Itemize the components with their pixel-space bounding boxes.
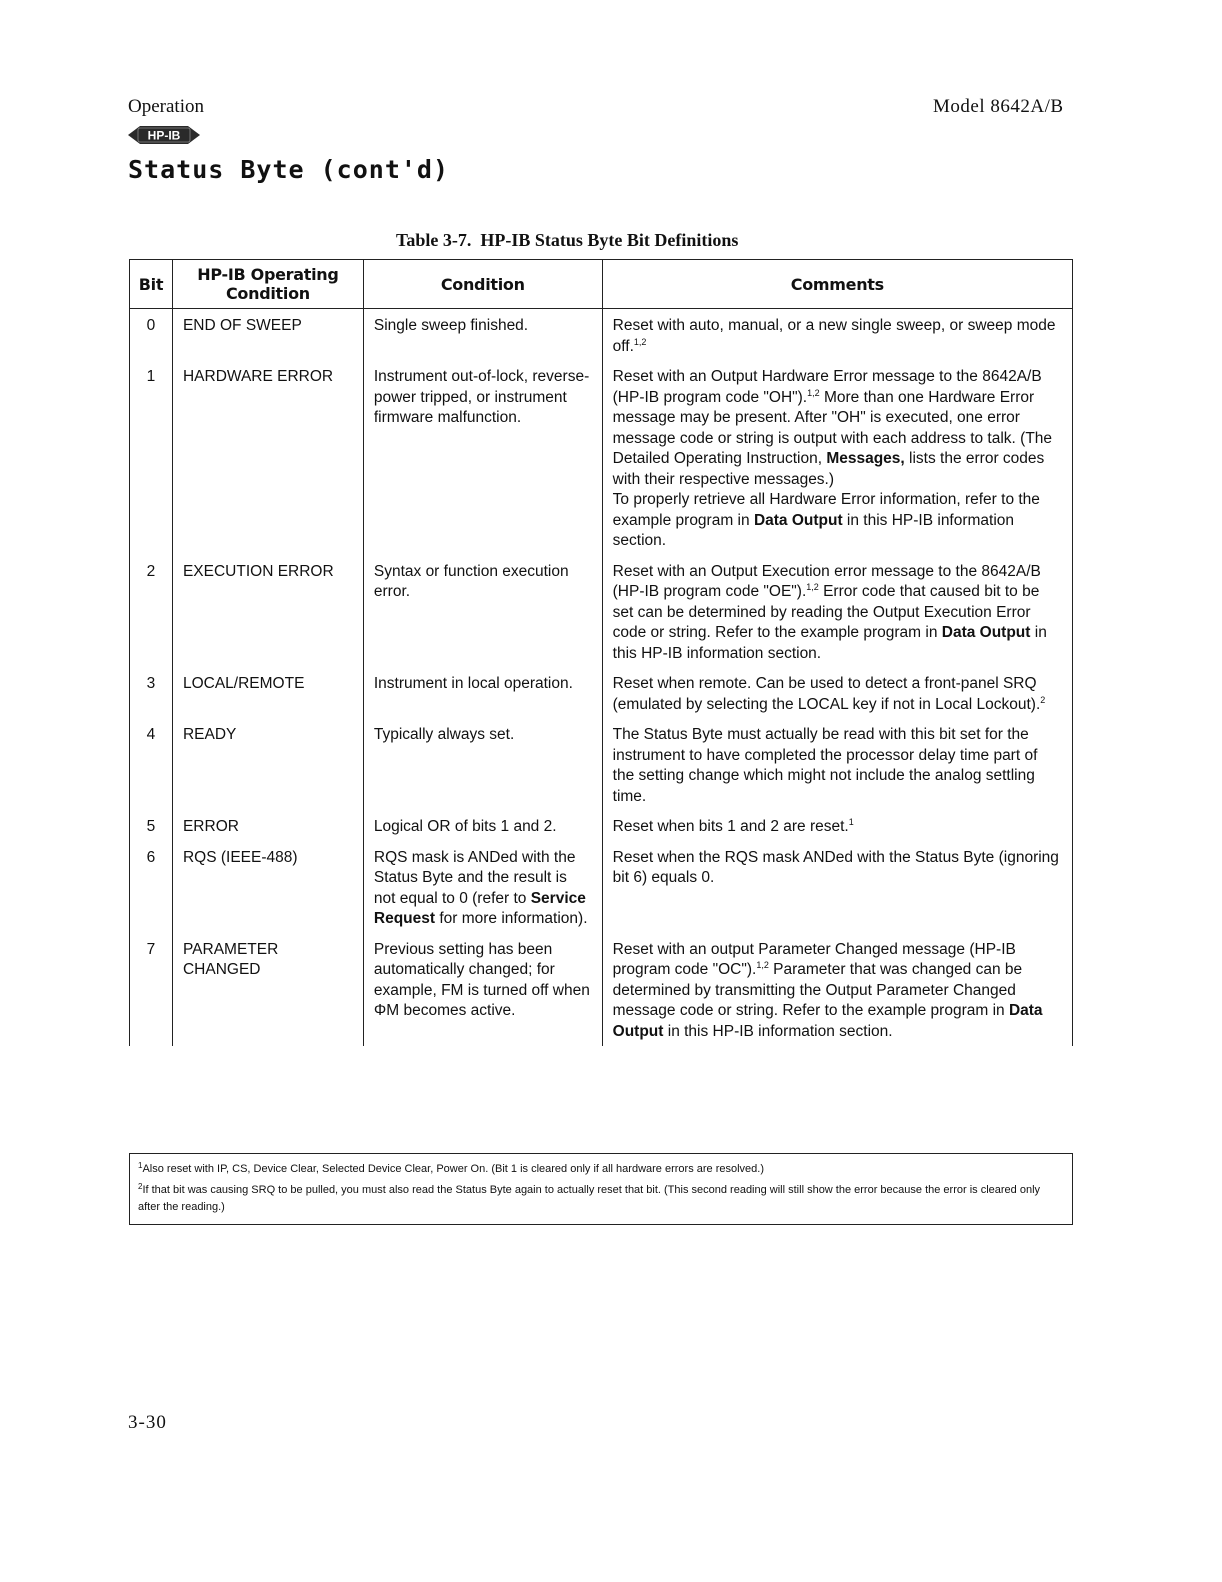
- cell-condition: Instrument in local operation.: [363, 674, 602, 725]
- footnote-1: $^1$Also reset with IP, CS, Device Clear, Selected Device Clear, Power On. (Bit 1 is cleared only if all hardware errors are resolved.): [138, 1161, 765, 1175]
- cell-comments: Reset when bits 1 and 2 are reset.$^1$: [602, 817, 1072, 848]
- cell-bit: 4: [130, 725, 173, 817]
- table-row: [130, 940, 1073, 1047]
- header-condition: Condition: [363, 260, 602, 309]
- cell-bit: 0: [130, 309, 173, 368]
- cell-condition: Logical OR of bits 1 and 2.: [363, 817, 602, 848]
- cell-operating-condition: READY: [172, 725, 363, 817]
- cell-bit: 7: [130, 940, 173, 1047]
- section-name: Operation: [128, 96, 204, 117]
- cell-operating-condition: END OF SWEEP: [172, 309, 363, 368]
- cell-operating-condition: HARDWARE ERROR: [172, 367, 363, 562]
- footnote-2: $^2$If that bit was causing SRQ to be pulled, you must also read the Status Byte again to actually reset that bit. (This second reading will still show the error because the error is cleared only after the reading.): [138, 1182, 1041, 1213]
- cell-operating-condition: ERROR: [172, 817, 363, 848]
- cell-condition: Typically always set.: [363, 725, 602, 817]
- cell-comments: Reset with an Output Execution error message to the 8642A/B (HP-IB program code "OE").$^{1,2}$ Error code that caused bit to be set can be determined by reading the Output Execution Error code or string. Refer to the example program in Data Output in this HP-IB information section.: [602, 562, 1072, 675]
- page-number: 3-30: [128, 1412, 167, 1433]
- table-row: [130, 309, 1073, 368]
- table-body: [130, 309, 1073, 1047]
- header-comments: Comments: [602, 260, 1072, 309]
- model-number: Model 8642A/B: [933, 96, 1064, 117]
- cell-bit: 3: [130, 674, 173, 725]
- cell-comments: Reset when remote. Can be used to detect a front-panel SRQ (emulated by selecting the LOCAL key if not in Local Lockout).$^2$: [602, 674, 1072, 725]
- cell-condition: RQS mask is ANDed with the Status Byte and the result is not equal to 0 (refer to Service Request for more information).: [363, 848, 602, 940]
- cell-comments: The Status Byte must actually be read with this bit set for the instrument to have completed the processor delay time part of the setting change which might not include the analog settling time.: [602, 725, 1072, 817]
- page-title: Status Byte (cont'd): [128, 155, 450, 184]
- cell-comments: Reset with an Output Hardware Error message to the 8642A/B (HP-IB program code "OH").$^{1,2}$ More than one Hardware Error message may be present. After "OH" is executed, one error message code or string is output with each address to talk. (The Detailed Operating Instruction, Messages, lists the error codes with their respective messages.) To properly retrieve all Hardware Error information, refer to the example program in Data Output in this HP-IB information section.: [602, 367, 1072, 562]
- table-row: [130, 367, 1073, 562]
- cell-condition: Single sweep finished.: [363, 309, 602, 368]
- cell-comments: Reset with auto, manual, or a new single sweep, or sweep mode off.$^{1,2}$: [602, 309, 1072, 368]
- cell-condition: Previous setting has been automatically changed; for example, FM is turned off when ΦM becomes active.: [363, 940, 602, 1047]
- cell-comments: Reset when the RQS mask ANDed with the Status Byte (ignoring bit 6) equals 0.: [602, 848, 1072, 940]
- table-row: [130, 817, 1073, 848]
- cell-operating-condition: PARAMETER CHANGED: [172, 940, 363, 1047]
- table-row: [130, 674, 1073, 725]
- table-caption-title: HP-IB Status Byte Bit Definitions: [480, 230, 739, 250]
- table-row: [130, 725, 1073, 817]
- table-row: [130, 562, 1073, 675]
- status-byte-table: [129, 259, 1073, 1046]
- table-caption: [396, 230, 738, 251]
- cell-comments: Reset with an output Parameter Changed message (HP-IB program code "OC").$^{1,2}$ Parameter that was changed can be determined by transmitting the Output Parameter Changed message code or string. Refer to the example program in Data Output in this HP-IB information section.: [602, 940, 1072, 1047]
- table-caption-number: Table 3-7.: [396, 230, 472, 250]
- table-row: [130, 848, 1073, 940]
- cell-operating-condition: RQS (IEEE-488): [172, 848, 363, 940]
- cell-bit: 2: [130, 562, 173, 675]
- cell-bit: 1: [130, 367, 173, 562]
- hpib-badge-icon: [128, 125, 200, 145]
- cell-bit: 6: [130, 848, 173, 940]
- cell-condition: Instrument out-of-lock, reverse-power tripped, or instrument firmware malfunction.: [363, 367, 602, 562]
- header-bit: Bit: [130, 260, 173, 309]
- table-header-row: [130, 260, 1073, 309]
- cell-bit: 5: [130, 817, 173, 848]
- cell-condition: Syntax or function execution error.: [363, 562, 602, 675]
- header-operating-condition: HP-IB Operating Condition: [172, 260, 363, 309]
- table-footnotes: [129, 1153, 1073, 1225]
- cell-operating-condition: LOCAL/REMOTE: [172, 674, 363, 725]
- cell-operating-condition: EXECUTION ERROR: [172, 562, 363, 675]
- hpib-badge-label: HP-IB: [147, 128, 181, 143]
